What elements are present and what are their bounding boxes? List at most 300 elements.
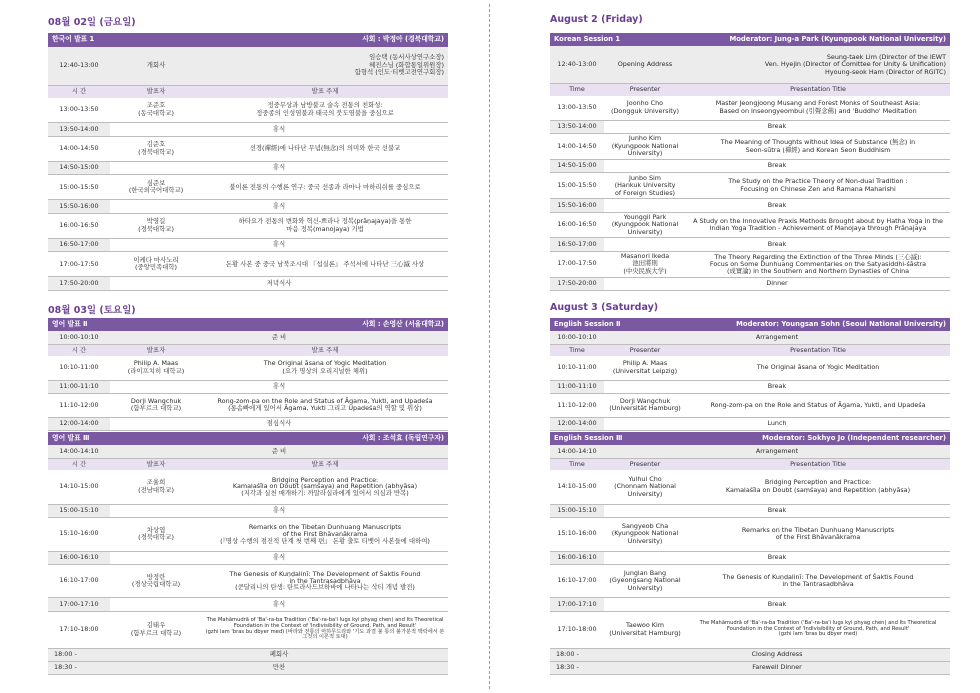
closing-row [48, 648, 448, 661]
title-cell [202, 175, 448, 200]
time-cell: 15:00-15:50 [48, 175, 110, 200]
session-header [550, 33, 950, 46]
line: (전남대학교) [138, 485, 174, 494]
time-cell: 12:40-13:00 [48, 47, 110, 86]
time-cell: 11:00-11:10 [48, 380, 110, 393]
presenter-cell [110, 611, 202, 648]
title-cell [686, 173, 950, 199]
line: Remarks on the Tibetan Dunhuang Manuscripts [248, 522, 402, 531]
title-cell [686, 517, 950, 551]
column-header: 발표 주제 [202, 85, 448, 97]
time-cell: 13:50-14:00 [48, 123, 110, 137]
line: (Universitat Hamburg) [609, 628, 681, 637]
line: The Genesis of Kuṇḍalinī: The Development of Śaktis Found [229, 569, 421, 578]
line: 임승택 (동서사상연구소장) [369, 53, 445, 62]
line: 불이론 전통의 수행론 연구: 중국 선종과 라마나 마하리쉬를 중심으로 [229, 182, 421, 191]
break-label: 휴식 [110, 598, 448, 611]
column-header: Presenter [604, 344, 686, 356]
session-moderator: Moderator: Youngsan Sohn (Seoul National University) [686, 318, 950, 331]
line: The Mahāmudrā of 'Ba'-ra-ba Tradition ('Ba'-ra-ba'i lugs kyi phyag chen) and Its Theoretical [206, 617, 444, 624]
line: Kamalaśīla on Doubt (saṃśaya) and Repetition (abhyāsa) [725, 485, 911, 494]
line: Foundation in the Context of 'Indivisibility of Ground, Path, and Result' [233, 623, 417, 630]
presenter-cell [604, 517, 686, 551]
day2-heading: 08월 03일 (토요일) [48, 305, 136, 316]
title-cell [202, 611, 448, 648]
line: 차상엽 [146, 525, 166, 534]
line: (동국대학교) [138, 108, 174, 117]
presenter-cell [604, 212, 686, 238]
session-title: English Session Ⅲ [550, 432, 686, 445]
title-cell [686, 134, 950, 160]
line: The Meaning of Thoughts without Idea of Substance (無念) in [720, 138, 916, 147]
time-cell: 17:10-18:00 [550, 611, 604, 648]
break-label: 휴식 [110, 380, 448, 393]
arrangement-row [550, 445, 950, 458]
column-header-row [550, 458, 950, 470]
time-cell: 11:10-12:00 [48, 393, 110, 417]
line: Rong-zom-pa on the Role and Status of Āgama, Yukti, and Upadeśa [217, 396, 433, 405]
day2-heading: August 3 (Saturday) [550, 302, 659, 313]
line: (『명상 수행의 점진적 단계 첫 번째 편』 돈황 출토 티벳어 사본들에 대하여) [220, 536, 430, 545]
line: 심준보 [146, 178, 166, 187]
line: (Kyungpook National [611, 529, 679, 538]
title-cell [686, 96, 950, 120]
arrangement-label: 준 비 [110, 445, 448, 458]
line: (경상국립대학교) [131, 580, 181, 589]
session-row [48, 611, 448, 648]
presenter-cell [604, 611, 686, 648]
title-cell [202, 213, 448, 238]
presenter-cell [604, 173, 686, 199]
break-label: 휴식 [110, 200, 448, 214]
session-row [48, 252, 448, 277]
session-row [550, 611, 950, 648]
line: The Original āsana of Yogic Meditation [756, 363, 880, 372]
session-row [48, 213, 448, 238]
line: University) [627, 536, 663, 545]
title-cell [686, 356, 950, 380]
title-cell [202, 517, 448, 551]
line: Dorji Wangchuk [619, 396, 671, 405]
session-row [550, 173, 950, 199]
opening-label: Opening Address [604, 46, 686, 84]
session-row [550, 212, 950, 238]
column-header: 시 간 [48, 85, 110, 97]
time-cell: 14:00-14:50 [550, 134, 604, 160]
break-row [48, 380, 448, 393]
line: Based on Inseongyeombul (引聲念佛) and 'Buddho' Meditation [719, 106, 917, 115]
session-row [48, 517, 448, 551]
arrangement-row [48, 331, 448, 344]
break-label: Break [604, 199, 950, 212]
time-cell: 17:50-20:00 [550, 277, 604, 290]
time-cell: 15:00-15:10 [550, 504, 604, 517]
line: Joonho Cho [626, 99, 664, 108]
break-row [550, 504, 950, 517]
closing-row [48, 661, 448, 674]
line: (Gyeongsang National [609, 576, 681, 585]
title-cell [202, 564, 448, 598]
day1-heading: August 2 (Friday) [550, 14, 643, 25]
column-header: Presenter [604, 458, 686, 470]
column-header: 발표자 [110, 458, 202, 470]
break-row [550, 417, 950, 430]
title-cell [202, 98, 448, 123]
presenter-cell [110, 136, 202, 161]
break-label: Break [604, 380, 950, 393]
time-cell: 18:00 - [48, 648, 110, 661]
time-cell: 14:10-15:00 [48, 470, 110, 504]
opening-speakers [686, 46, 950, 84]
closing-row [550, 648, 950, 661]
title-cell [202, 470, 448, 504]
line: Foundation in the Context of 'Indivisibility of Ground, Path, and Result' [726, 625, 910, 632]
line: 혜진스님 (화합통일위원장) [369, 60, 445, 69]
line: 이케다 마사노리 [133, 255, 179, 264]
break-row [48, 504, 448, 517]
line: A Study on the Innovative Praxis Methods Brought about by Hatha Yoga in the [693, 216, 943, 225]
break-label: Break [604, 598, 950, 611]
break-label: Break [604, 504, 950, 517]
arrangement-label: 준 비 [110, 331, 448, 344]
break-row [550, 160, 950, 173]
title-cell [202, 393, 448, 417]
session-row [550, 470, 950, 504]
session-moderator: 사회 : 조석효 (독립연구자) [202, 432, 448, 445]
line: (gzhi lam 'bras bu dbyer med) (바라와 전통의 마하무드라와 '기도 과결 불 통의 불가분적 맥락에서 본 그것의 이론적 토대) [205, 628, 445, 641]
line: University) [627, 583, 663, 592]
line: 돈황 사본 중 중국 남북조시대 『섭실론』 주석서에 나타난 三心滅 사상 [225, 259, 425, 268]
column-header: Presentation Title [686, 344, 950, 356]
session-row [48, 175, 448, 200]
break-label: 휴식 [110, 123, 448, 137]
line: Dorji Wangchuk [130, 396, 182, 405]
break-label: Break [604, 551, 950, 564]
presenter-cell [110, 393, 202, 417]
time-cell: 15:00-15:10 [48, 504, 110, 517]
break-label: 저녁식사 [110, 277, 448, 291]
arrangement-label: Arrangement [604, 331, 950, 344]
column-header: 발표자 [110, 85, 202, 97]
line: 池田將則 [632, 259, 658, 268]
session-header [550, 432, 950, 445]
column-header: 발표 주제 [202, 458, 448, 470]
title-cell [202, 136, 448, 161]
column-header: Time [550, 84, 604, 96]
line: 마음 정복(manojaya) 기법 [286, 224, 364, 233]
line: 김태우 [146, 621, 166, 630]
time-cell: 16:50-17:00 [550, 238, 604, 251]
session-moderator: Moderator: Sokhyo Jo (Independent researcher) [686, 432, 950, 445]
line: University) [627, 489, 663, 498]
presenter-cell [110, 98, 202, 123]
line: of the First Bhāvanākrama [282, 529, 368, 538]
line: University) [627, 227, 663, 236]
time-cell: 17:00-17:10 [48, 598, 110, 611]
line: The Study on the Practice Theory of Non-dual Tradition : [728, 177, 908, 186]
line: in the Tantrasadbhāva [289, 576, 361, 585]
line: 방정란 [146, 572, 166, 581]
closing-label: 폐회사 [110, 648, 448, 661]
presenter-cell [604, 96, 686, 120]
column-header-row [48, 458, 448, 470]
line: The Genesis of Kuṇḍalinī: The Development of Śaktis Found [722, 572, 914, 581]
break-row [48, 161, 448, 175]
break-label: 휴식 [110, 504, 448, 517]
line: in the Tantrasadbhāva [782, 580, 854, 589]
title-cell [202, 356, 448, 380]
break-row [48, 123, 448, 137]
line: (요가 명상의 오리지널한 체위) [282, 366, 368, 375]
line: Focusing on Chinese Zen and Ramana Maharishi [740, 184, 896, 193]
time-cell: 17:50-20:00 [48, 277, 110, 291]
column-header-row [550, 84, 950, 96]
title-cell [686, 611, 950, 648]
time-cell: 10:00-10:10 [48, 331, 110, 344]
column-header-row [48, 344, 448, 356]
time-cell: 11:00-11:10 [550, 380, 604, 393]
line: (Hankuk University [614, 181, 676, 190]
line: (경북대학교) [138, 533, 174, 542]
line: (쿤달리니의 탄생: 탄트라사드브하바에 나타나는 삭티 개념 발전) [235, 583, 415, 592]
break-label: Lunch [604, 417, 950, 430]
break-row [550, 120, 950, 133]
session-row [48, 470, 448, 504]
opening-row [48, 47, 448, 86]
arrangement-row [48, 445, 448, 458]
session2-schedule-table [550, 318, 950, 431]
arrangement-label: Arrangement [604, 445, 950, 458]
time-cell: 16:50-17:00 [48, 238, 110, 252]
line: (경북대학교) [138, 147, 174, 156]
line: Seon-sūtra (禪經) and Korean Seon Buddhism [745, 145, 891, 154]
break-label: 휴식 [110, 238, 448, 252]
break-row [550, 380, 950, 393]
opening-label: 개회사 [110, 47, 202, 86]
session-row [550, 251, 950, 277]
break-label: Break [604, 160, 950, 173]
column-header: Presentation Title [686, 84, 950, 96]
time-cell: 16:00-16:50 [550, 212, 604, 238]
line: The Original āsana of Yogic Meditation [263, 359, 387, 368]
title-cell [686, 470, 950, 504]
session-row [550, 96, 950, 120]
time-cell: 17:00-17:10 [550, 598, 604, 611]
line: of the First Bhāvanākrama [775, 533, 861, 542]
line: 박영길 [146, 217, 166, 226]
time-cell: 12:00-14:00 [48, 417, 110, 430]
time-cell: 16:10-17:00 [48, 564, 110, 598]
break-label: 휴식 [110, 161, 448, 175]
line: Bridging Perception and Practice: [271, 475, 379, 484]
day1-heading: 08월 02일 (금요일) [48, 17, 136, 28]
session-row [48, 98, 448, 123]
session-row [48, 136, 448, 161]
column-header-row [550, 344, 950, 356]
column-header: 시 간 [48, 458, 110, 470]
line: Master Jeongjoong Musang and Forest Monks of Southeast Asia: [715, 99, 921, 108]
session-row [48, 356, 448, 380]
presenter-cell [110, 517, 202, 551]
time-cell: 18:30 - [48, 661, 110, 674]
time-cell: 18:00 - [550, 648, 604, 661]
time-cell: 14:00-14:10 [550, 445, 604, 458]
break-row [48, 551, 448, 564]
time-cell: 13:50-14:00 [550, 120, 604, 133]
break-row [550, 199, 950, 212]
session3-schedule-table [550, 432, 950, 675]
page-divider [489, 4, 490, 689]
time-cell: 12:40-13:00 [550, 46, 604, 84]
line: (Dongguk University) [611, 106, 680, 115]
column-header: Time [550, 344, 604, 356]
session-moderator: 사회 : 박정아 (경북대학교) [202, 33, 448, 47]
presenter-cell [604, 356, 686, 380]
presenter-cell [110, 564, 202, 598]
presenter-cell [110, 470, 202, 504]
line: (경북대학교) [138, 224, 174, 233]
korean-program-column [28, 0, 448, 693]
presenter-cell [604, 134, 686, 160]
title-cell [686, 212, 950, 238]
opening-speakers [202, 47, 448, 86]
time-cell: 13:00-13:50 [550, 96, 604, 120]
time-cell: 14:00-14:50 [48, 136, 110, 161]
session-title: Korean Session 1 [550, 33, 686, 46]
time-cell: 17:10-18:00 [48, 611, 110, 648]
title-cell [202, 252, 448, 277]
line: Remarks on the Tibetan Dunhuang Manuscripts [741, 525, 895, 534]
column-header: Presenter [604, 84, 686, 96]
session-header [48, 33, 448, 47]
time-cell: 15:50-16:00 [550, 199, 604, 212]
time-cell: 15:50-16:00 [48, 200, 110, 214]
presenter-cell [604, 393, 686, 417]
closing-label: Closing Address [604, 648, 950, 661]
line: (지각과 실천 매개하기: 까말라실라에게 있어서 의심과 반복) [241, 489, 409, 498]
break-row [550, 277, 950, 290]
line: (中央民族大学) [623, 266, 667, 275]
line: 김준호 [146, 140, 166, 149]
line: Yulhui Cho [628, 474, 662, 483]
line: (라이프치히 대학교) [127, 366, 185, 375]
line: 정중무상과 남방불교 술속 전통의 친화성: [267, 101, 383, 110]
opening-row [550, 46, 950, 84]
session-header [48, 432, 448, 445]
line: Masanori Ikeda [620, 251, 670, 260]
time-cell: 16:00-16:50 [48, 213, 110, 238]
time-cell: 17:00-17:50 [48, 252, 110, 277]
column-header-row [48, 85, 448, 97]
column-header: Presentation Title [686, 458, 950, 470]
line: Rong-zom-pa on the Role and Status of Āgama, Yukti, and Upadeśa [710, 400, 926, 409]
line: Bridging Perception and Practice: [764, 478, 872, 487]
closing-label: Farewell Dinner [604, 661, 950, 674]
line: Junbo Sim [628, 173, 662, 182]
break-label: 휴식 [110, 551, 448, 564]
break-label: 점심식사 [110, 417, 448, 430]
line: (Kyungpook National [611, 141, 679, 150]
presenter-cell [110, 252, 202, 277]
line: (Chonnam National [614, 482, 676, 491]
break-row [550, 551, 950, 564]
day1-schedule-table [48, 33, 448, 291]
closing-row [550, 661, 950, 674]
line: 하타요가 전통의 변화와 혁신-쁘라나 정복(prāṇajaya)을 통한 [238, 217, 412, 226]
line: Focus on Some Dunhuang Commentaries on the Satyasiddhi-śāstra [709, 259, 927, 268]
break-label: Break [604, 238, 950, 251]
presenter-cell [110, 175, 202, 200]
session-title: 영어 발표 Ⅲ [48, 432, 202, 445]
line: Philip A. Maas [622, 359, 668, 368]
line: Hyoung-seok Ham (Director of RGITC) [825, 67, 947, 76]
title-cell [686, 393, 950, 417]
line: of Foreign Studies) [614, 188, 676, 197]
session-moderator: Moderator: Jung-a Park (Kyungpook National University) [686, 33, 950, 46]
closing-label: 만찬 [110, 661, 448, 674]
session-row [550, 134, 950, 160]
line: (成實論) in the Southern and Northern Dynasties of China [726, 266, 910, 275]
line: Junglan Bang [623, 568, 667, 577]
day1-schedule-table [550, 33, 950, 291]
break-label: Dinner [604, 277, 950, 290]
session-title: English Session Ⅱ [550, 318, 686, 331]
time-cell: 14:50-15:00 [550, 160, 604, 173]
line: Younggil Park [623, 212, 667, 221]
break-label: Break [604, 120, 950, 133]
session-row [550, 393, 950, 417]
line: Junho Kim [628, 134, 662, 143]
line: Seung-taek Lim (Director of the IEWT [826, 52, 947, 61]
session-row [550, 356, 950, 380]
line: 함형석 (인도·티벳고전연구회장) [354, 68, 445, 77]
time-cell: 15:00-15:50 [550, 173, 604, 199]
line: 조율희 [146, 478, 166, 487]
arrangement-row [550, 331, 950, 344]
time-cell: 14:50-15:00 [48, 161, 110, 175]
line: Indian Yoga Tradition - Achievement of Manojaya through Prāṇajaya [709, 223, 927, 232]
break-row [48, 598, 448, 611]
session3-schedule-table [48, 432, 448, 675]
line: 정중종의 인성염불과 태국의 붓도염불을 중심으로 [256, 108, 394, 117]
line: Taewoo Kim [626, 621, 664, 630]
time-cell: 16:00-16:10 [48, 551, 110, 564]
session-title: 영어 발표 Ⅱ [48, 318, 202, 331]
time-cell: 13:00-13:50 [48, 98, 110, 123]
break-row [550, 598, 950, 611]
line: (gzhi lam 'bras bu dbyer med) [778, 631, 858, 638]
line: 조준호 [146, 101, 166, 110]
time-cell: 15:10-16:00 [550, 517, 604, 551]
time-cell: 14:10-15:00 [550, 470, 604, 504]
time-cell: 10:10-11:00 [48, 356, 110, 380]
break-row [48, 200, 448, 214]
line: University) [627, 149, 663, 158]
session-header [48, 318, 448, 331]
column-header: 발표자 [110, 344, 202, 356]
column-header: 발표 주제 [202, 344, 448, 356]
column-header: 시 간 [48, 344, 110, 356]
session-row [550, 517, 950, 551]
time-cell: 18:30 - [550, 661, 604, 674]
line: (롱솜빠에게 있어서 Āgama, Yukti 그리고 Upadeśa의 역할 및 위상) [228, 404, 422, 413]
session-row [48, 564, 448, 598]
break-row [48, 417, 448, 430]
line: The Theory Regarding the Extinction of the Three Minds (三心滅): [714, 252, 922, 261]
line: Ven. Hyejin (Director of Comittee for Unity & Unification) [764, 60, 947, 69]
presenter-cell [604, 470, 686, 504]
line: (Kyungpook National [611, 220, 679, 229]
